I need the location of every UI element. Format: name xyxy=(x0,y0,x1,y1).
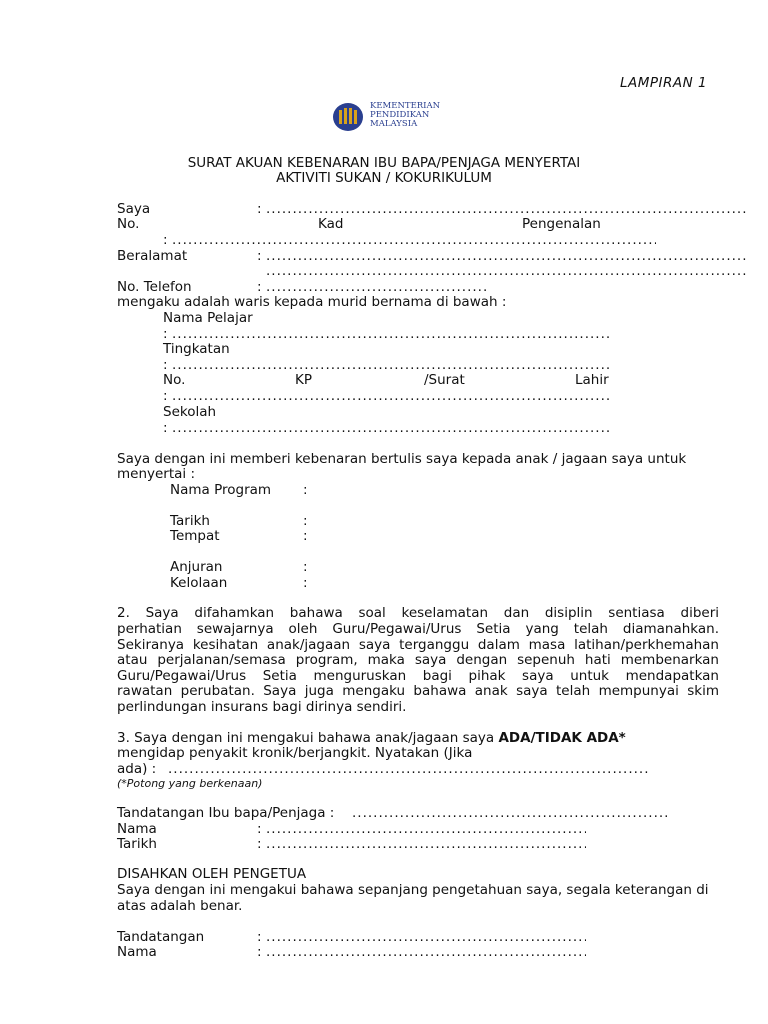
nama-ibubapa-label: Nama xyxy=(117,821,157,837)
saya-label: Saya xyxy=(117,201,151,217)
clause3-text: 3. Saya dengan ini mengakui bahawa anak/jagaan saya xyxy=(117,730,499,746)
anjuran-colon: : xyxy=(303,559,308,575)
sekolah-label: Sekolah xyxy=(163,404,217,420)
potong-note: (*Potong yang berkenaan) xyxy=(117,777,263,790)
tingkatan-field[interactable] xyxy=(172,357,610,373)
principal-line-2: atas adalah benar. xyxy=(117,898,243,914)
no-label: No. xyxy=(117,216,140,232)
tarikh-program-colon: : xyxy=(303,513,308,529)
student-surat-label: /Surat xyxy=(424,372,465,388)
telefon-label: No. Telefon xyxy=(117,279,192,295)
tingkatan-colon: : xyxy=(163,357,168,373)
clause2-line-3: Sekiranya kesihatan anak/jagaan saya terganggu dalam masa latihan/perkhemahan xyxy=(117,637,719,653)
tandatangan-pengetua-label: Tandatangan xyxy=(117,929,205,945)
nama-program-label: Nama Program xyxy=(170,482,272,498)
clause2-line-2: perhatian sewajarnya oleh Guru/Pegawai/Urus Setia yang telah diamanahkan. xyxy=(117,621,719,637)
lampiran-label: LAMPIRAN 1 xyxy=(620,75,708,91)
kelolaan-label: Kelolaan xyxy=(170,575,228,591)
sekolah-field[interactable] xyxy=(172,420,610,436)
nama-pengetua-field[interactable] xyxy=(266,944,586,960)
nama-pengetua-colon: : xyxy=(257,944,262,960)
nama-pelajar-field[interactable] xyxy=(172,326,610,342)
tandatangan-ibubapa-field[interactable] xyxy=(352,805,670,821)
nama-program-colon: : xyxy=(303,482,308,498)
address-field-line-2[interactable] xyxy=(266,263,748,279)
beralamat-label: Beralamat xyxy=(117,248,188,264)
clause2-line-1: 2. Saya difahamkan bahawa soal keselamatan dan disiplin sentiasa diberi xyxy=(117,605,719,621)
anjuran-label: Anjuran xyxy=(170,559,223,575)
clause2-line-7: perlindungan insurans bagi dirinya sendiri. xyxy=(117,699,407,715)
student-id-field[interactable] xyxy=(172,388,610,404)
clause2-line-5: Guru/Pegawai/Urus Setia menguruskan bagi pihak saya untuk mendapatkan xyxy=(117,668,719,684)
clause3-line-2: mengidap penyakit kronik/berjangkit. Nyatakan (Jika xyxy=(117,745,473,761)
logo-line-2: PENDIDIKAN xyxy=(370,110,430,120)
ministry-logo-text xyxy=(370,102,440,129)
tempat-label: Tempat xyxy=(170,528,220,544)
logo-line-3: MALAYSIA xyxy=(370,119,418,129)
document-title-line-1: SURAT AKUAN KEBENARAN IBU BAPA/PENJAGA MENYERTAI xyxy=(187,155,581,171)
tandatangan-pengetua-field[interactable] xyxy=(266,929,586,945)
kelolaan-colon: : xyxy=(303,575,308,591)
principal-line-1: Saya dengan ini mengakui bahawa sepanjang pengetahuan saya, segala keterangan di xyxy=(117,882,709,898)
telefon-field[interactable] xyxy=(266,279,488,295)
beralamat-colon: : xyxy=(257,248,262,264)
nama-pengetua-label: Nama xyxy=(117,944,157,960)
ministry-emblem-icon xyxy=(332,102,364,132)
tarikh-ibubapa-label: Tarikh xyxy=(117,836,157,852)
permission-line-1: Saya dengan ini memberi kebenaran bertulis saya kepada anak / jagaan saya untuk xyxy=(117,451,687,467)
sekolah-colon: : xyxy=(163,420,168,436)
address-field-line-1[interactable] xyxy=(266,248,748,264)
ada-tidak-ada-option: ADA/TIDAK ADA* xyxy=(498,730,626,746)
document-title-line-2: AKTIVITI SUKAN / KOKURIKULUM xyxy=(276,170,492,186)
tandatangan-pengetua-colon: : xyxy=(257,929,262,945)
student-lahir-label: Lahir xyxy=(575,372,609,388)
student-kp-label: KP xyxy=(295,372,312,388)
nama-pelajar-label: Nama Pelajar xyxy=(163,310,253,326)
ministry-logo xyxy=(330,100,454,134)
nama-ibubapa-field[interactable] xyxy=(266,821,586,837)
kad-label: Kad xyxy=(318,216,344,232)
saya-field[interactable] xyxy=(266,201,748,217)
tingkatan-label: Tingkatan xyxy=(163,341,230,357)
permission-line-2: menyertai : xyxy=(117,466,196,482)
clause2-line-4: atau perjalanan/semasa program, maka saya dengan sepenuh hati membenarkan xyxy=(117,652,719,668)
nama-pelajar-colon: : xyxy=(163,326,168,342)
pengenalan-label: Pengenalan xyxy=(522,216,601,232)
tandatangan-ibubapa-label: Tandatangan Ibu bapa/Penjaga : xyxy=(117,805,335,821)
penyakit-field[interactable] xyxy=(168,761,648,777)
nama-ibubapa-colon: : xyxy=(257,821,262,837)
tarikh-program-label: Tarikh xyxy=(170,513,210,529)
ic-number-field[interactable] xyxy=(172,232,656,248)
logo-line-1: KEMENTERIAN xyxy=(370,101,441,111)
waris-statement: mengaku adalah waris kepada murid bernama di bawah : xyxy=(117,294,507,310)
disahkan-heading: DISAHKAN OLEH PENGETUA xyxy=(117,866,307,882)
student-no-label: No. xyxy=(163,372,186,388)
tempat-colon: : xyxy=(303,528,308,544)
tarikh-ibubapa-colon: : xyxy=(257,836,262,852)
tarikh-ibubapa-field[interactable] xyxy=(266,836,586,852)
telefon-colon: : xyxy=(257,279,262,295)
student-id-colon: : xyxy=(163,388,168,404)
clause2-line-6: rawatan perubatan. Saya juga mengaku bahawa anak saya telah mempunyai skim xyxy=(117,683,719,699)
clause3-ada-label: ada) : xyxy=(117,761,157,777)
saya-colon: : xyxy=(257,201,262,217)
clause3-line-1 xyxy=(117,730,626,746)
ic-colon: : xyxy=(163,232,168,248)
